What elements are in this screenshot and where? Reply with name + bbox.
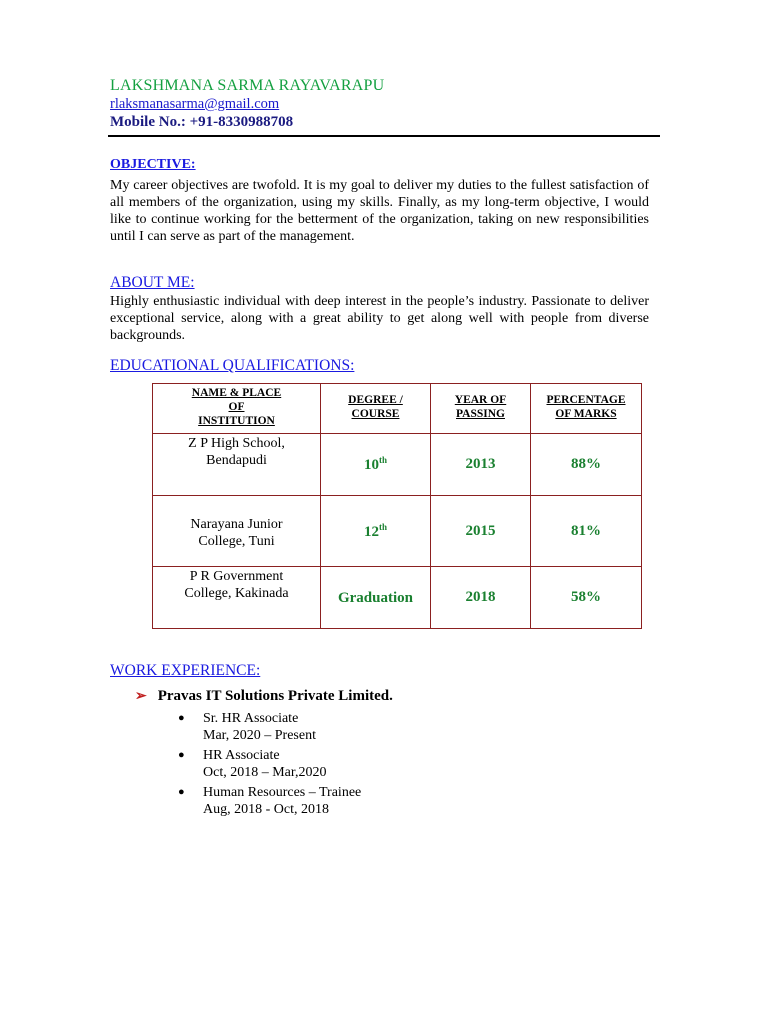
header-line: DEGREE / xyxy=(348,394,403,406)
year-cell: 2018 xyxy=(431,567,531,629)
institution-line: College, Kakinada xyxy=(184,586,289,601)
percentage-cell: 81% xyxy=(531,496,642,567)
about-text: Highly enthusiastic individual with deep interest in the people’s industry. Passionate to deliver exceptional service, along with a great ability to get along well with people from diverse backgrounds. xyxy=(110,294,649,343)
column-header-percentage xyxy=(531,384,642,434)
about-heading: ABOUT ME: xyxy=(110,274,195,291)
objective-heading: OBJECTIVE: xyxy=(110,157,196,172)
institution-cell xyxy=(153,496,321,567)
role-title: Human Resources – Trainee xyxy=(203,785,362,800)
bullet-icon: ● xyxy=(178,712,185,724)
column-header-institution xyxy=(153,384,321,434)
degree-value: 12 xyxy=(363,523,379,540)
resume-header xyxy=(110,76,384,132)
education-table xyxy=(152,383,642,629)
objective-text: My career objectives are twofold. It is my goal to deliver my duties to the fullest satisfaction of all members of the organization, using my skills. Finally, as my long-term objective, I would like to continue working for the betterment of the organization, taking on new responsibilities until I can serve as part of the management. xyxy=(110,178,649,244)
degree-cell xyxy=(321,496,431,567)
percentage-cell: 88% xyxy=(531,434,642,496)
company-entry xyxy=(135,688,393,705)
candidate-name: LAKSHMANA SARMA RAYAVARAPU xyxy=(110,77,385,94)
role-title: Sr. HR Associate xyxy=(203,711,299,726)
degree-cell xyxy=(321,567,431,629)
degree-value: Graduation xyxy=(337,590,413,606)
degree-value: 10 xyxy=(363,457,379,473)
header-line: PERCENTAGE xyxy=(546,394,626,406)
company-name: Pravas IT Solutions Private Limited. xyxy=(157,688,393,704)
table-header-row xyxy=(153,384,642,434)
table-row xyxy=(153,496,642,567)
institution-line: College, Tuni xyxy=(198,534,275,549)
header-line: PASSING xyxy=(456,408,505,420)
list-item xyxy=(178,710,361,744)
institution-line: Narayana Junior xyxy=(190,517,283,532)
degree-cell xyxy=(321,434,431,496)
bullet-icon: ● xyxy=(178,749,185,761)
role-period: Oct, 2018 – Mar,2020 xyxy=(203,765,327,780)
header-line: YEAR OF xyxy=(454,394,507,406)
role-title: HR Associate xyxy=(203,748,280,763)
mobile-number: Mobile No.: +91-8330988708 xyxy=(110,114,294,130)
header-line: COURSE xyxy=(351,408,400,420)
header-line: OF xyxy=(228,401,245,413)
header-line: NAME & PLACE xyxy=(191,387,282,399)
table-row xyxy=(153,567,642,629)
percentage-cell: 58% xyxy=(531,567,642,629)
degree-suffix: th xyxy=(378,455,387,465)
arrow-bullet-icon: ➢ xyxy=(135,689,147,704)
list-item xyxy=(178,784,361,818)
institution-line: Bendapudi xyxy=(206,453,267,468)
role-period: Mar, 2020 – Present xyxy=(203,728,316,743)
year-cell: 2013 xyxy=(431,434,531,496)
year-cell: 2015 xyxy=(431,496,531,567)
institution-line: Z P High School, xyxy=(188,436,285,451)
header-line: INSTITUTION xyxy=(198,415,275,427)
header-divider xyxy=(108,135,660,137)
role-period: Aug, 2018 - Oct, 2018 xyxy=(203,802,329,817)
bullet-icon: ● xyxy=(178,786,185,798)
education-heading: EDUCATIONAL QUALIFICATIONS: xyxy=(110,357,355,374)
institution-line: P R Government xyxy=(189,569,284,584)
degree-suffix: th xyxy=(378,521,387,532)
work-heading: WORK EXPERIENCE: xyxy=(110,662,261,679)
column-header-degree xyxy=(321,384,431,434)
header-line: OF MARKS xyxy=(555,408,617,420)
table-row xyxy=(153,434,642,496)
list-item xyxy=(178,747,361,781)
email-link[interactable]: rlaksmanasarma@gmail.com xyxy=(110,96,280,112)
column-header-year xyxy=(431,384,531,434)
institution-cell xyxy=(153,567,321,629)
roles-list xyxy=(178,710,361,821)
institution-cell xyxy=(153,434,321,496)
